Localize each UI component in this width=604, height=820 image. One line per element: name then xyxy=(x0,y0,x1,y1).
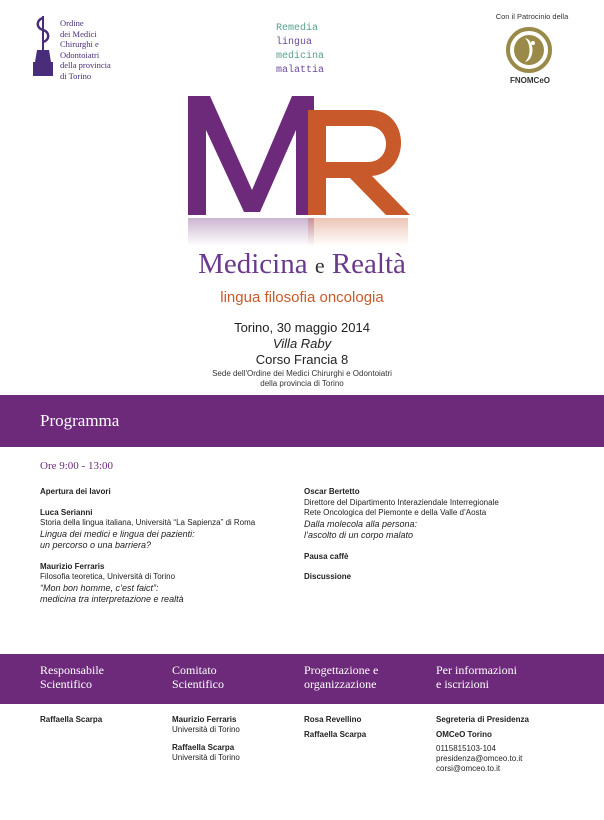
speaker-role: Filosofia teoretica, Università di Torino xyxy=(40,572,176,581)
event-title: Medicina e Realtà xyxy=(198,248,406,280)
talk-title: un percorso o una barriera? xyxy=(40,540,152,550)
fnomceo-name: FNOMCeO xyxy=(510,76,550,85)
fnomceo-logo-icon xyxy=(505,26,553,74)
caduceus-logo-icon xyxy=(30,16,56,78)
talk-title: Dalla molecola alla persona: xyxy=(304,518,418,529)
speaker-role: Rete Oncologica del Piemonte e della Valle d’Aosta xyxy=(304,508,487,517)
email-link[interactable]: presidenza@omceo.to.it xyxy=(436,754,523,763)
mr-monogram-logo xyxy=(180,90,430,250)
event-date: Torino, 30 maggio 2014 xyxy=(234,320,370,335)
speaker-name: Maurizio Ferraris xyxy=(40,561,105,571)
speaker-role: Direttore del Dipartimento Interaziendale Interregionale xyxy=(304,497,499,507)
footer-column-scientific-lead: Raffaella Scarpa xyxy=(40,715,103,724)
talk-title: Lingua dei medici e lingua dei pazienti: xyxy=(40,528,195,539)
event-address: Corso Francia 8 xyxy=(255,352,349,367)
talk-title: medicina tra interpretazione e realtà xyxy=(40,594,184,604)
program-column-right xyxy=(304,487,584,583)
discussion: Discussione xyxy=(304,572,352,581)
program-time: Ore 9:00 - 13:00 xyxy=(40,460,114,472)
venue-description: Sede dell'Ordine dei Medici Chirurghi e Odontoiatri della provincia di Torino xyxy=(212,369,392,388)
program-heading: Programma xyxy=(40,411,120,430)
speaker-name: Luca Serianni xyxy=(40,507,93,517)
event-venue: Villa Raby xyxy=(272,336,332,351)
email-link[interactable]: corsi@omceo.to.it xyxy=(436,764,501,773)
org-name: Ordine dei Medici Chirurghi e Odontoiatri della provincia di Torino xyxy=(60,18,111,81)
footer-heading-scientific-lead: Responsabile Scientifico xyxy=(40,663,104,691)
program-column-left: Apertura dei lavori Luca Serianni Storia della lingua italiana, Università “La Sapienza” di Roma Lingua dei medici e lingua dei pazienti: un percorso o una barriera? Maurizio Ferraris Filosofia teoretica, Università di Torino “Mon bon homme, c’est faict”: medicina tra interpretazione e realtà xyxy=(40,487,290,606)
coffee-break: Pausa caffè xyxy=(304,551,349,561)
patronage-label: Con il Patrocinio della xyxy=(495,12,569,21)
footer-heading-scientific-committee: Comitato Scientifico xyxy=(172,663,224,691)
footer-column-organization: Rosa Revellino Raffaella Scarpa xyxy=(304,715,367,739)
footer-column-info: Segreteria di Presidenza OMCeO Torino 0115815103-104 presidenza@omceo.to.it corsi@omceo.to.it xyxy=(436,715,529,773)
talk-title: “Mon bon homme, c’est faict”: xyxy=(40,582,159,593)
phone-number: 0115815103-104 xyxy=(436,744,496,753)
event-subtitle: lingua filosofia oncologia xyxy=(220,289,384,306)
speaker-name: Oscar Bertetto xyxy=(304,487,360,496)
footer-heading-organization: Progettazione e organizzazione xyxy=(304,663,379,691)
talk-title: l’ascolto di un corpo malato xyxy=(304,530,414,540)
footer-column-scientific-committee: Maurizio Ferraris Università di Torino Raffaella Scarpa Università di Torino xyxy=(172,715,240,762)
remedia-tagline: Remedia lingua medicina malattia xyxy=(276,23,325,76)
speaker-role: Storia della lingua italiana, Università “La Sapienza” di Roma xyxy=(40,518,256,527)
footer-heading-info: Per informazioni e iscrizioni xyxy=(436,663,517,691)
